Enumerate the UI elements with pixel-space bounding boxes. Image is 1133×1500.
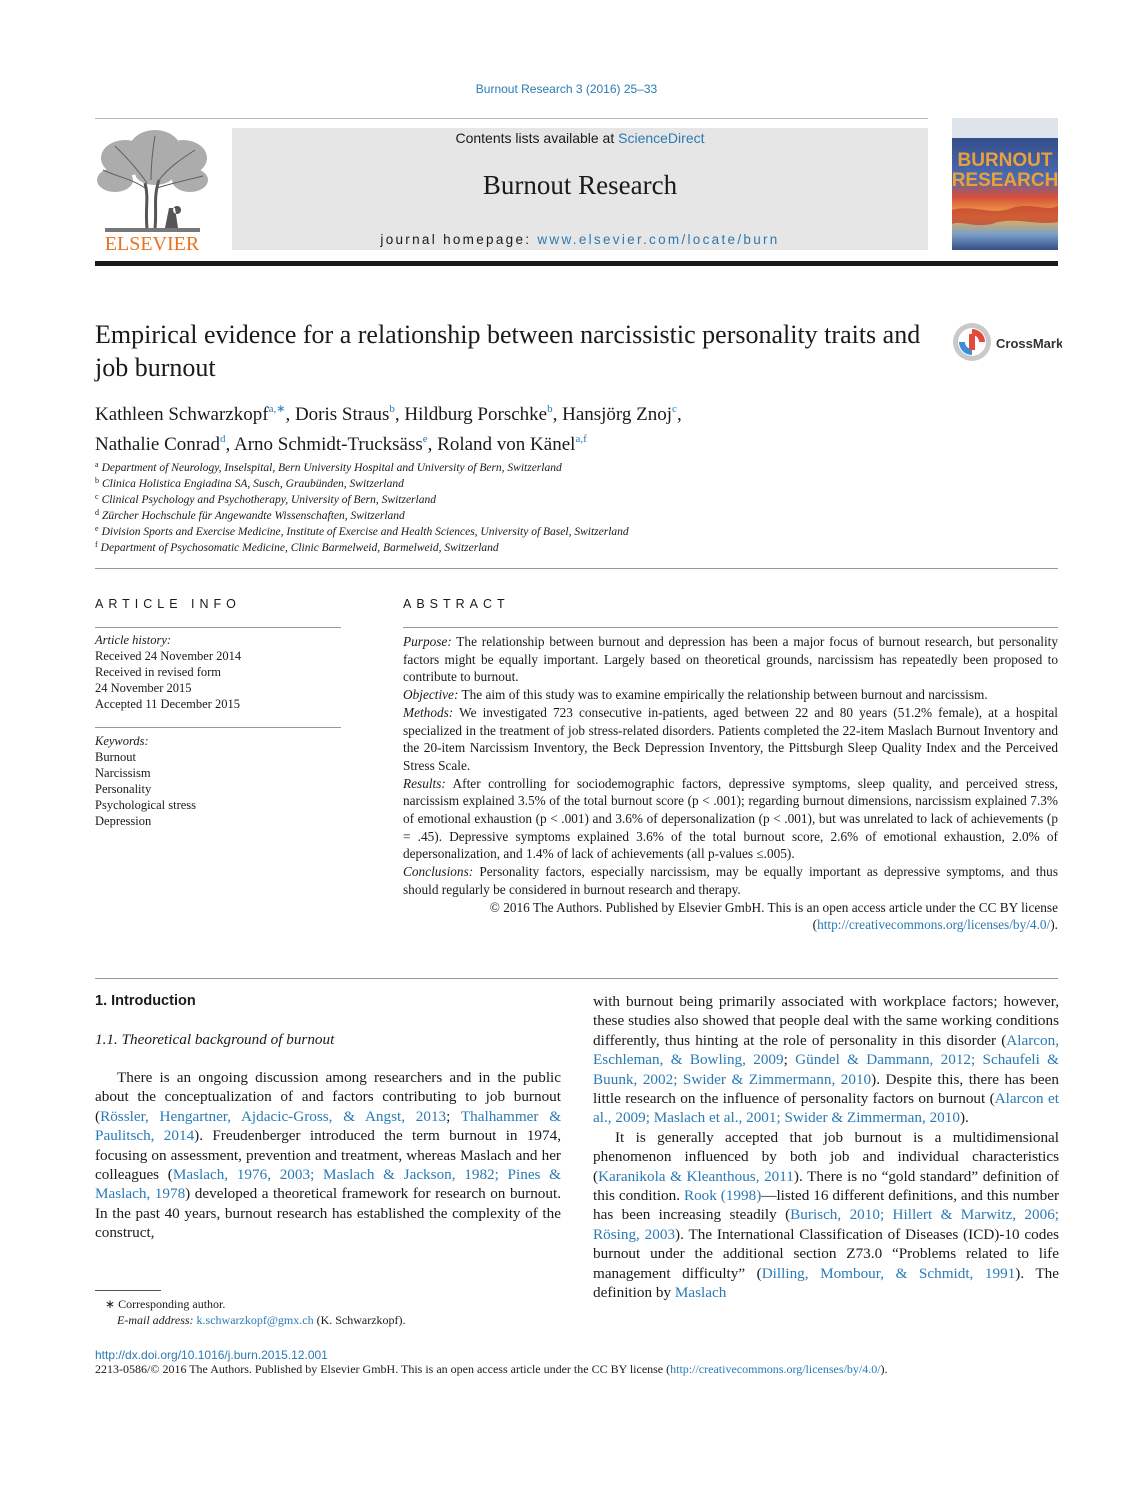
affiliation-item [95,537,995,553]
body-right-column [593,992,1059,1303]
abstract-conclusions [403,863,1058,898]
history-item: 24 November 2015 [95,681,192,695]
license-link[interactable]: http://creativecommons.org/licenses/by/4.0/ [817,917,1051,933]
license-footer-text: 2213-0586/© 2016 The Authors. Published by Elsevier GmbH. This is an open access article under the CC BY license ( [95,1362,671,1376]
affiliation-key: e [95,524,99,533]
article-title: Empirical evidence for a relationship between narcissistic personality traits and job burnout [95,320,921,382]
header-rule [95,118,928,119]
keyword-item: Narcissism [95,766,151,780]
contents-prefix: Contents lists available at [455,130,619,146]
paragraph-text: ; [783,1051,796,1069]
divider [95,978,1058,979]
author-name: Nathalie Conrad [95,434,221,455]
author-separator: , [394,404,405,425]
affiliation-item [95,457,995,473]
keywords-label: Keywords: [95,734,149,748]
cover-title-line1: BURNOUT [957,150,1053,171]
section-heading: 1. Introduction [95,993,196,1009]
history-item: Received in revised form [95,665,221,679]
affiliation-text: Department of Neurology, Inselspital, Bern University Hospital and University of Bern, Switzerland [101,462,562,474]
contents-line [232,130,928,146]
author-separator: , [552,404,563,425]
abstract-purpose [403,633,1058,686]
body-paragraph [593,1128,1059,1303]
abstract-text: We investigated 723 consecutive in-patients, aged between 22 and 80 years (51.2% female), at a hospital specialized in the treatment of job stress-related disorders. Patients completed the 22-item Maslach Burnout Inventory and the 20-item Narcissism Inventory, the Beck Depression Inventory, the Pittsburgh Sleep Quality Index and the Perceived Stress Scale. [403,704,1058,773]
author-name: Arno Schmidt-Trucksäss [234,434,423,455]
paragraph-text: ). Freudenberger introduced the term burnout in 1974, focusing on assessment, prevention and treatment, whereas Maslach and her colleagues ( [95,1127,562,1184]
affiliation-key: a [95,460,99,469]
citation-link[interactable]: Rössler, Hengartner, Ajdacic-Gross, & Angst, 2013 [100,1107,447,1125]
citation-link[interactable]: Karanikola & Kleanthous, 2011 [598,1167,794,1185]
footnote-rule [95,1290,161,1291]
crossmark-badge[interactable] [952,322,1062,362]
affiliation-key: d [95,508,99,517]
homepage-prefix: journal homepage: [380,232,538,247]
abstract-methods [403,704,1058,775]
author-affiliation-marker[interactable]: b [547,403,553,415]
affiliation-text: Division Sports and Exercise Medicine, Institute of Exercise and Health Sciences, University of Basel, Switzerland [101,526,629,538]
keywords [95,733,341,829]
body-paragraph [593,992,1059,1128]
affiliation-key: f [95,540,98,549]
affiliation-text: Zürcher Hochschule für Angewandte Wissenschaften, Switzerland [102,510,405,522]
abstract-text: The relationship between burnout and depression has been a major focus of burnout research, but personality factors might be equally important. Largely based on theoretical grounds, narcissism has repeatedly been proposed to contribute to burnout. [403,634,1058,685]
author-separator: , [427,434,438,455]
abstract-label: Purpose: [403,634,452,649]
author-separator: , [676,404,682,425]
crossmark-icon [953,323,991,361]
footnote [95,1296,561,1328]
footnote-marker: ∗ [105,1297,116,1311]
affiliation-item [95,489,995,505]
author-affiliation-marker[interactable]: d [220,433,226,445]
journal-citation-link[interactable]: Burnout Research 3 (2016) 25–33 [475,82,658,96]
paragraph-text: It is generally accepted that job burnout is a multidimensional phenomenon influenced by both job and individual characteristics ( [593,1128,1059,1185]
author-separator: , [225,434,234,455]
homepage-link[interactable]: www.elsevier.com/locate/burn [537,232,780,247]
author-name: Hildburg Porschke [404,404,548,425]
journal-title: Burnout Research [482,170,678,200]
email-label: E-mail address: [117,1313,194,1327]
divider [95,727,341,728]
abstract-heading: ABSTRACT [403,597,510,611]
elsevier-tree-icon [95,128,210,253]
doi-link[interactable]: http://dx.doi.org/10.1016/j.burn.2015.12.001 [95,1348,328,1362]
history-item: Received 24 November 2014 [95,649,242,663]
journal-cover-image[interactable] [952,118,1058,250]
paragraph-text: ). The definition by [593,1264,1059,1302]
author-affiliation-marker[interactable]: e [422,433,428,445]
history-item: Accepted 11 December 2015 [95,697,240,711]
keyword-item: Psychological stress [95,798,197,812]
affiliations [95,457,995,553]
cover-title-line2: RESEARCH [952,170,1058,191]
journal-homepage [232,232,928,247]
author-affiliation-marker[interactable]: b [389,403,395,415]
header-thick-rule [95,261,1058,266]
subsection-heading: 1.1. Theoretical background of burnout [95,1031,335,1048]
author-name: Doris Straus [294,404,390,425]
body-paragraph [95,1068,561,1243]
article-info-heading: ARTICLE INFO [95,597,241,611]
citation-link[interactable]: Dilling, Mombour, & Schmidt, 1991 [761,1264,1016,1282]
sciencedirect-link[interactable]: ScienceDirect [618,130,705,146]
author-name: Hansjörg Znoj [562,404,673,425]
keyword-item: Depression [95,814,152,828]
svg-text:CrossMark: CrossMark [996,336,1062,351]
citation-link[interactable]: Thalhammer & Paulitsch, 2014 [95,1107,562,1145]
svg-text:ELSEVIER: ELSEVIER [104,233,200,253]
paragraph-text: —listed 16 different definitions, and this number has been increasing steadily ( [593,1187,1060,1224]
author-name: Roland von Känel [437,434,576,455]
history-label: Article history: [95,633,172,647]
copyright-notice [403,899,1058,934]
body-left-column [95,992,561,1243]
citation-link[interactable]: Gündel & Dammann, 2012; Schaufeli & Buunk, 2002; Swider & Zimmermann, 2010 [593,1051,1059,1088]
article-history [95,632,341,712]
keyword-item: Burnout [95,750,136,764]
email-link[interactable]: k.schwarzkopf@gmx.ch [196,1313,314,1327]
copyright-text: © 2016 The Authors. Published by Elsevier GmbH. This is an open access article under the CC BY license ( [489,899,1058,933]
copyright-end: ). [1050,917,1058,933]
affiliation-key: b [95,476,99,485]
divider [95,627,341,628]
email-owner: (K. Schwarzkopf). [316,1313,406,1327]
author-affiliation-marker[interactable]: a,f [575,433,587,445]
paragraph-text: ). Despite this, there has been little research on the influence of personality factors on burnout ( [593,1070,1059,1108]
citation-link[interactable]: Burisch, 2010; Hillert & Marwitz, 2006; Rösing, 2003 [593,1206,1060,1243]
abstract-text: Personality factors, especially narcissism, may be equally important as depressive symptoms, and thus should regularly be considered in burnout research and therapy. [403,864,1058,897]
abstract-body [403,633,1058,934]
paragraph-text: ). The International Classification of Diseases (ICD)-10 codes burnout under the additional section Z73.0 “Problems related to life management difficulty” ( [593,1225,1060,1282]
citation-link[interactable]: Alarcon, Eschleman, & Bowling, 2009 [593,1031,1059,1069]
abstract-objective [403,686,1058,704]
email-note [95,1312,561,1328]
citation-link[interactable]: Alarcon et al., 2009; Maslach et al., 2001; Swider & Zimmerman, 2010 [593,1090,1059,1127]
author-affiliation-marker[interactable]: c [672,403,677,415]
paragraph-text: There is an ongoing discussion among researchers and in the public about the conceptualization of and factors contributing to job burnout ( [95,1069,561,1125]
footer-license-link[interactable]: http://creativecommons.org/licenses/by/4.0/ [670,1362,881,1376]
abstract-label: Objective: [403,687,459,703]
author-affiliation-marker[interactable]: a,∗ [268,403,286,415]
elsevier-logo [95,128,210,253]
author-separator: , [285,404,295,425]
keyword-item: Personality [95,782,152,796]
affiliation-text: Clinical Psychology and Psychotherapy, University of Bern, Switzerland [101,494,436,506]
affiliation-item [95,521,995,537]
license-footer [95,1362,1058,1377]
paragraph-text: ; [446,1107,461,1125]
corresponding-author-note [95,1296,561,1312]
abstract-text: The aim of this study was to examine empirically the relationship between burnout and narcissism. [458,687,988,703]
author-name: Kathleen Schwarzkopf [95,404,269,425]
author-list [95,397,935,457]
license-footer-end: ). [880,1362,888,1376]
affiliation-item [95,473,995,489]
citation-link[interactable]: Rook (1998) [683,1187,762,1205]
citation-link[interactable]: Maslach [674,1284,727,1302]
affiliation-text: Clinica Holistica Engiadina SA, Susch, Graubünden, Switzerland [102,478,404,490]
abstract-label: Conclusions: [403,864,474,880]
affiliation-text: Department of Psychosomatic Medicine, Clinic Barmelweid, Barmelweid, Switzerland [100,542,499,554]
affiliation-item [95,505,995,521]
divider [403,627,1058,628]
divider [95,568,1058,569]
paragraph-text: ). There is no “gold standard” definition of this condition. [593,1167,1059,1205]
affiliation-key: c [95,492,99,501]
paragraph-text: with burnout being primarily associated with workplace factors; however, these studies also showed that people deal with the same working conditions differently, thus hinting at the role of personality in this disorder ( [593,993,1059,1049]
abstract-label: Methods: [403,704,454,720]
abstract-results [403,775,1058,864]
abstract-text: After controlling for sociodemographic factors, depressive symptoms, sleep quality, and perceived stress, narcissism explained 3.5% of the total burnout score (p < .001); regarding burnout dimensions, narcissism explained 7.3% of emotional exhaustion (p < .001) and 3.6% of depersonalization (p < .001), but was unrelated to lack of achievements (p = .45). Depressive symptoms explained 3.6% of the total burnout score, 2.6% of emotional exhaustion, 2.0% of depersonalization, and 1.4% of lack of achievements (all p-values ≤.005). [403,775,1058,862]
corresponding-label: Corresponding author. [118,1297,226,1311]
citation-link[interactable]: Maslach, 1976, 2003; Maslach & Jackson, 1982; Pines & Maslach, 1978 [95,1166,561,1203]
abstract-label: Results: [403,775,446,791]
paragraph-text: ). [959,1109,969,1127]
paragraph-text: ) developed a theoretical framework for research on burnout. In the past 40 years, burnout research has established the complexity of the construct, [95,1185,561,1242]
